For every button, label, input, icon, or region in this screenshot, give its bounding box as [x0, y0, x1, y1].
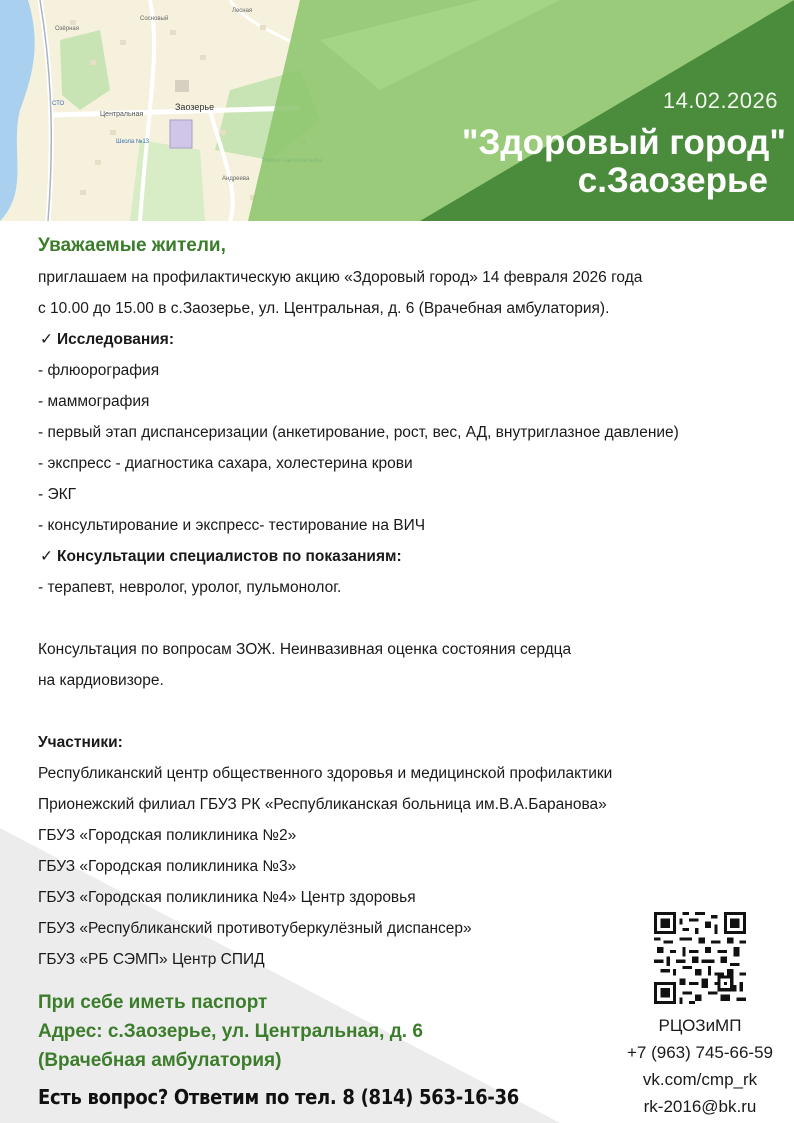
main-content: [38, 232, 778, 975]
participant-item: Прионежский филиал ГБУЗ РК «Республиканская больница им.В.А.Баранова»: [38, 796, 607, 813]
organizer-phone[interactable]: +7 (963) 745-66-59: [626, 1043, 774, 1062]
list-item: - флюорография: [38, 362, 160, 379]
qr-code[interactable]: [654, 912, 746, 1004]
map-label-road2: Лесная: [232, 8, 253, 14]
list-item: - маммография: [38, 393, 150, 410]
map-label-station: СТО: [52, 101, 65, 107]
event-date: 14.02.2026: [662, 88, 778, 113]
passport-note: При себе иметь паспорт: [38, 992, 268, 1013]
participant-item: ГБУЗ «РБ СЭМП» Центр СПИД: [38, 951, 265, 968]
list-item: - первый этап диспансеризации (анкетирование, рост, вес, АД, внутриглазное давление): [38, 424, 679, 441]
organizer-contacts: [606, 1012, 794, 1120]
list-item: - ЭКГ: [38, 486, 77, 503]
studies-heading: ✓ Исследования:: [40, 331, 174, 348]
list-item: - экспресс - диагностика сахара, холестерина крови: [38, 455, 413, 472]
zozh-line-1: Консультация по вопросам ЗОЖ. Неинвазивная оценка состояния сердца: [38, 641, 572, 658]
participant-item: ГБУЗ «Городская поликлиника №3»: [38, 858, 297, 875]
check-icon: ✓: [40, 548, 53, 565]
contact-phone-line: Есть вопрос? Ответим по тел. 8 (814) 563-16-36: [38, 1085, 519, 1109]
check-icon: ✓: [40, 331, 53, 348]
intro-line-1: приглашаем на профилактическую акцию «Здоровый город» 14 февраля 2026 года: [38, 269, 643, 286]
participants-heading: Участники:: [38, 734, 123, 751]
map-label-road1: Озёрная: [55, 26, 79, 32]
header-banner: [0, 0, 794, 221]
participant-item: ГБУЗ «Городская поликлиника №4» Центр здоровья: [38, 889, 416, 906]
greeting: Уважаемые жители,: [38, 235, 226, 256]
title-line-2: с.Заозерье: [577, 161, 768, 200]
title-line-1: "Здоровый город": [461, 123, 786, 162]
footer-note: [38, 988, 423, 1075]
address-line-1: Адрес: с.Заозерье, ул. Центральная, д. 6: [38, 1021, 423, 1042]
intro-line-2: с 10.00 до 15.00 в с.Заозерье, ул. Центральная, д. 6 (Врачебная амбулатория).: [38, 300, 610, 317]
zozh-line-2: на кардиовизоре.: [38, 672, 164, 689]
participant-item: ГБУЗ «Городская поликлиника №2»: [38, 827, 297, 844]
organizer-name: РЦОЗиМП: [658, 1016, 742, 1035]
participant-item: ГБУЗ «Республиканский противотуберкулёзный диспансер»: [38, 920, 472, 937]
map-label-street: Центральная: [100, 111, 144, 118]
map-label-school: Школа №13: [116, 139, 150, 145]
page-title: [366, 124, 786, 200]
participant-item: Республиканский центр общественного здоровья и медицинской профилактики: [38, 765, 613, 782]
map-label-road4: Сосновый: [140, 16, 169, 22]
list-item: - консультирование и экспресс- тестирование на ВИЧ: [38, 517, 426, 534]
specialists-list: - терапевт, невролог, уролог, пульмонолог.: [38, 579, 342, 596]
organizer-vk-link[interactable]: vk.com/cmp_rk: [642, 1070, 758, 1089]
organizer-email[interactable]: rk-2016@bk.ru: [643, 1097, 757, 1116]
consult-heading: ✓ Консультации специалистов по показаниям:: [40, 548, 402, 565]
map-label-village: Заозерье: [175, 102, 215, 112]
map-label-road3: Андреева: [222, 176, 250, 182]
address-line-2: (Врачебная амбулатория): [38, 1050, 282, 1071]
